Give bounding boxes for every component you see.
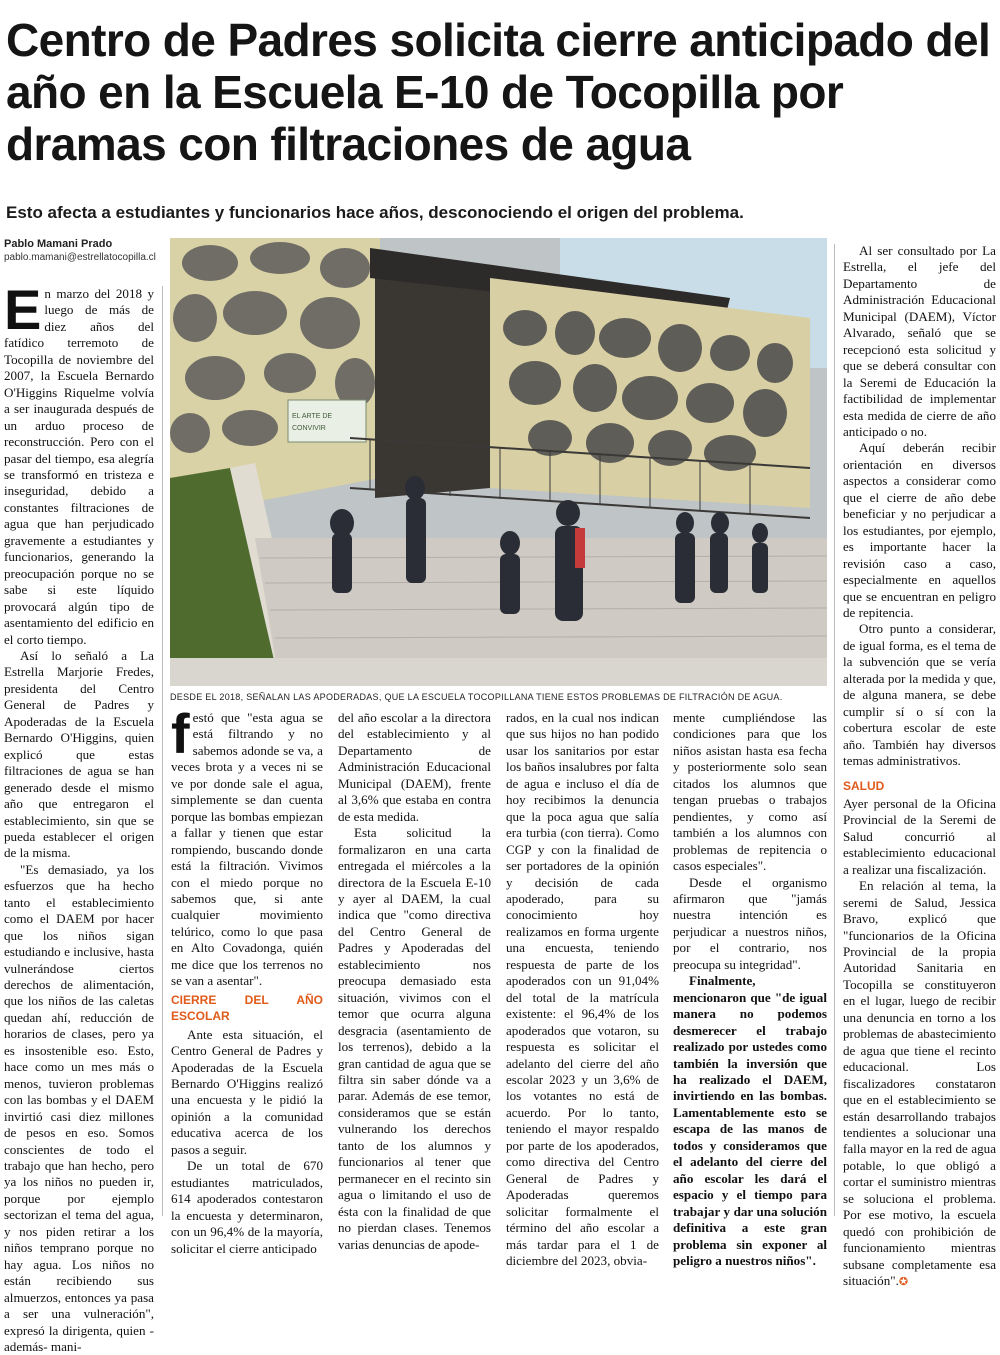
subheadline: Esto afecta a estudiantes y funcionarios hace años, desconociendo el origen del problema. bbox=[6, 203, 744, 222]
paragraph: festó que "esta agua se está filtrando y no sabemos adonde se va, a veces brota y a veces ni se ve por donde sale el agua, simplemente se dan cuenta porque las bombas empiezan a fallar y tienen que estar rompiendo, buscando donde está la filtración. Vivimos con el miedo porque no sabemos que, si ante cualquier movimiento telúrico, como lo que pasa en Alto Covadonga, quién me dice que los terrenos no se van a asentar". bbox=[171, 702, 323, 989]
column-4 bbox=[506, 710, 659, 1268]
section-heading-salud: SALUD bbox=[843, 778, 885, 793]
paragraph: rados, en la cual nos indican que sus hijos no han podido usar los sanitarios por estar los baños insalubres por falta de agua e incluso el día de hoy recibimos la denuncia que la poca agua que salía era turbia (con tierra). Como CGP y con la finalidad de ser portadores de la opinión y decisión de cada apoderado, para su conocimiento hoy realizamos en forma urgente una encuesta, teniendo respuesta de parte de los apoderados con un 91,04% del total de la matrícula existente: el 96,4% de los apoderados que votaron, su respuesta es solicitar el adelanto del cierre del año escolar 2023 y un 3,6% de los votantes no está de acuerdo. Por lo tanto, teniendo el mayor respaldo por parte de los apoderados, como directiva del Centro General de Padres y Apoderadas queremos solicitar formalmente el término del año escolar a más tardar para el 1 de diciembre del 2023, obvia- bbox=[506, 710, 659, 1268]
paragraph: del año escolar a la directora del establecimiento y al Departamento de Administración Educacional Municipal (DAEM), frente al 3,6% que estaba en contra de esta medida. bbox=[338, 710, 491, 824]
paragraph: Otro punto a considerar, de igual forma, es el tema de la subvención que se vería alterada por la medida y que, de alguna manera, se debe cumplir sí o sí con la cobertura escolar de este año. También hay diversos temas administrativos. bbox=[843, 621, 996, 769]
end-of-article-icon: ✪ bbox=[898, 1276, 909, 1289]
paragraph: Ante esta situación, el Centro General de Padres y Apoderadas de la Escuela Bernardo O'Higgins realizó una encuesta y le pidió la opinión a la comunidad educativa acerca de los pasos a seguir. bbox=[171, 1026, 323, 1157]
paragraph: Desde el organismo afirmaron que "jamás nuestra intención es perjudicar a nuestros niños, por el contrario, nos preocupa su integridad". bbox=[673, 874, 827, 972]
headline: Centro de Padres solicita cierre anticipado del año en la Escuela E-10 de Tocopilla por dramas con filtraciones de agua bbox=[6, 14, 991, 170]
column-1 bbox=[4, 278, 154, 1354]
paragraph: Así lo señaló a La Estrella Marjorie Fredes, presidenta del Centro General de Padres y Apoderadas de la Escuela Bernardo O'Higgins, quien explicó que estas filtraciones de agua se han generado desde el mismo año que entregaron el establecimiento, sin que se pueda establecer el origen de la misma. bbox=[4, 647, 154, 861]
paragraph: mente cumpliéndose las condiciones para que los niños asistan hasta esa fecha y posteriormente solo sean citados los alumnos que tengan pruebas o trabajos pendientes, y como así también a los alumnos con problemas de repitencia o casos especiales". bbox=[673, 710, 827, 874]
section-heading-cierre: CIERRE DEL AÑO ESCOLAR bbox=[171, 992, 323, 1024]
school-photo bbox=[170, 238, 827, 686]
paragraph: Aquí deberán recibir orientación en diversos aspectos a considerar como que el cierre de año debe beneficiar y no perjudicar a los estudiantes, por ejemplo, es importante hacer la revisión caso a caso, especialmente en aquellos que se encuentran en peligro de repitencia. bbox=[843, 440, 996, 620]
paragraph: Esta solicitud la formalizaron en una carta entregada el miércoles a la directora de la Escuela E-10 y ayer al DAEM, la cual indica que "como directiva del Centro General de Padres y Apoderadas del establecimiento nos preocupa demasiado esta situación, vivimos con el temor que ocurra alguna desgracia (asentamiento de los terrenos), debido a la gran cantidad de agua que se filtra sin saber dónde va a parar. Además de ese temor, consideramos que se están vulnerando los derechos tanto de los alumnos y funcionarios al tener que permanecer en el recinto sin agua o limitando el uso de ésta con la finalidad de que no pierdan clases. Tenemos varias denuncias de apode- bbox=[338, 825, 491, 1252]
column-2 bbox=[171, 702, 323, 1256]
svg-text:EL ARTE DE: EL ARTE DE bbox=[292, 413, 333, 420]
lead-paragraph: En marzo del 2018 y luego de más de diez años del fatídico terremoto de Tocopilla de noviembre del 2007, la Escuela Bernardo O'Higgins Riquelme volvía a ser inaugurada después de un arduo proceso de reconstrucción. Pero con el pasar del tiempo, esa alegría se transformó en tristeza e inseguridad, debido a constantes filtraciones de agua que han perjudicado gravemente a estudiantes y funcionarios, generando la preocupación porque no se sabe si este líquido provocará algún tipo de asentamiento del edificio en el corto tiempo. bbox=[4, 278, 154, 647]
paragraph bbox=[843, 878, 996, 1290]
column-divider bbox=[162, 286, 163, 1216]
paragraph: De un total de 670 estudiantes matriculados, 614 apoderados contestaron la encuesta y determinaron, con un 96,4% de la mayoría, solicitar el cierre anticipado bbox=[171, 1158, 323, 1256]
paragraph-text: En relación al tema, la seremi de Salud, Jessica Bravo, explicó que "funcionarios de la Oficina Provincial de la propia Autoridad Sanitaria en Tocopilla se constituyeron en el lugar, luego de recibir una denuncia en torno a los problemas de abastecimiento de agua que tiene el recinto educacional. Los fiscalizadores constataron que en el establecimiento se están desarrollando trabajos tendientes a solucionar una falla mayor en la red de agua potable, lo que obligó a cortar el suministro mientras se soluciona el problema. Por ese motivo, la escuela quedó con prohibición de funcionamiento mientras subsane completamente esa situación". bbox=[843, 878, 996, 1289]
author-email[interactable]: pablo.mamani@estrellatocopilla.cl bbox=[4, 252, 156, 263]
paragraph: Finalmente, mencionaron que "de igual manera no podemos desmerecer el trabajo realizado por ustedes como también la inversión que ha realizado el DAEM, invirtiendo en las bombas. Lamentablemente esto se escapa de las manos de todos y consideramos que el adelanto del cierre del año escolar les dará el espacio y el tiempo para trabajar y dar una solución definitiva a este gran problema sin exponer al peligro a nuestros niños". bbox=[673, 973, 827, 1268]
column-divider bbox=[834, 244, 835, 1216]
photo-caption: DESDE EL 2018, SEÑALAN LAS APODERADAS, QUE LA ESCUELA TOCOPILLANA TIENE ESTOS PROBLEMAS DE FILTRACIÓN DE AGUA. bbox=[170, 692, 783, 702]
svg-text:CONVIVIR: CONVIVIR bbox=[292, 425, 326, 432]
paragraph: Ayer personal de la Oficina Provincial de la Seremi de Salud concurrió al establecimiento educacional a realizar una fiscalización. bbox=[843, 795, 996, 877]
paragraph: Al ser consultado por La Estrella, el jefe del Departamento de Administración Educacional Municipal (DAEM), Víctor Alvarado, señaló que se recepcionó esta solicitud y que se deberá consultar con la Seremi de Educación la factibilidad de implementar esta medida de cierre de año anticipado o no. bbox=[843, 243, 996, 439]
column-5 bbox=[673, 710, 827, 1268]
author-name: Pablo Mamani Prado bbox=[4, 238, 113, 250]
column-3 bbox=[338, 710, 491, 1252]
paragraph: "Es demasiado, ya los esfuerzos que ha hecho tanto el establecimiento como el DAEM por hacer que los niños sigan estudiando e inclusive, hasta vulnerándose ciertos derechos de alimentación, que los niños de las caletas quedan ahí, reducción de horarios de clases, pero ya es insostenible eso. Esto, hace como un mes más o menos, tuvieron problemas con las bombas y el DAEM invirtió casi diez millones de pesos en eso. Somos conscientes de todo el trabajo que han hecho, pero ya los niños no pueden ir, porque por ejemplo sectorizan el tema del agua, y nos piden retirar a los niños temprano porque no hay agua. Los niños no están recibiendo sus almuerzos, entonces ya pasa a ser una vulneración", expresó la dirigenta, quien -además- mani- bbox=[4, 861, 154, 1354]
column-6 bbox=[843, 243, 996, 1289]
